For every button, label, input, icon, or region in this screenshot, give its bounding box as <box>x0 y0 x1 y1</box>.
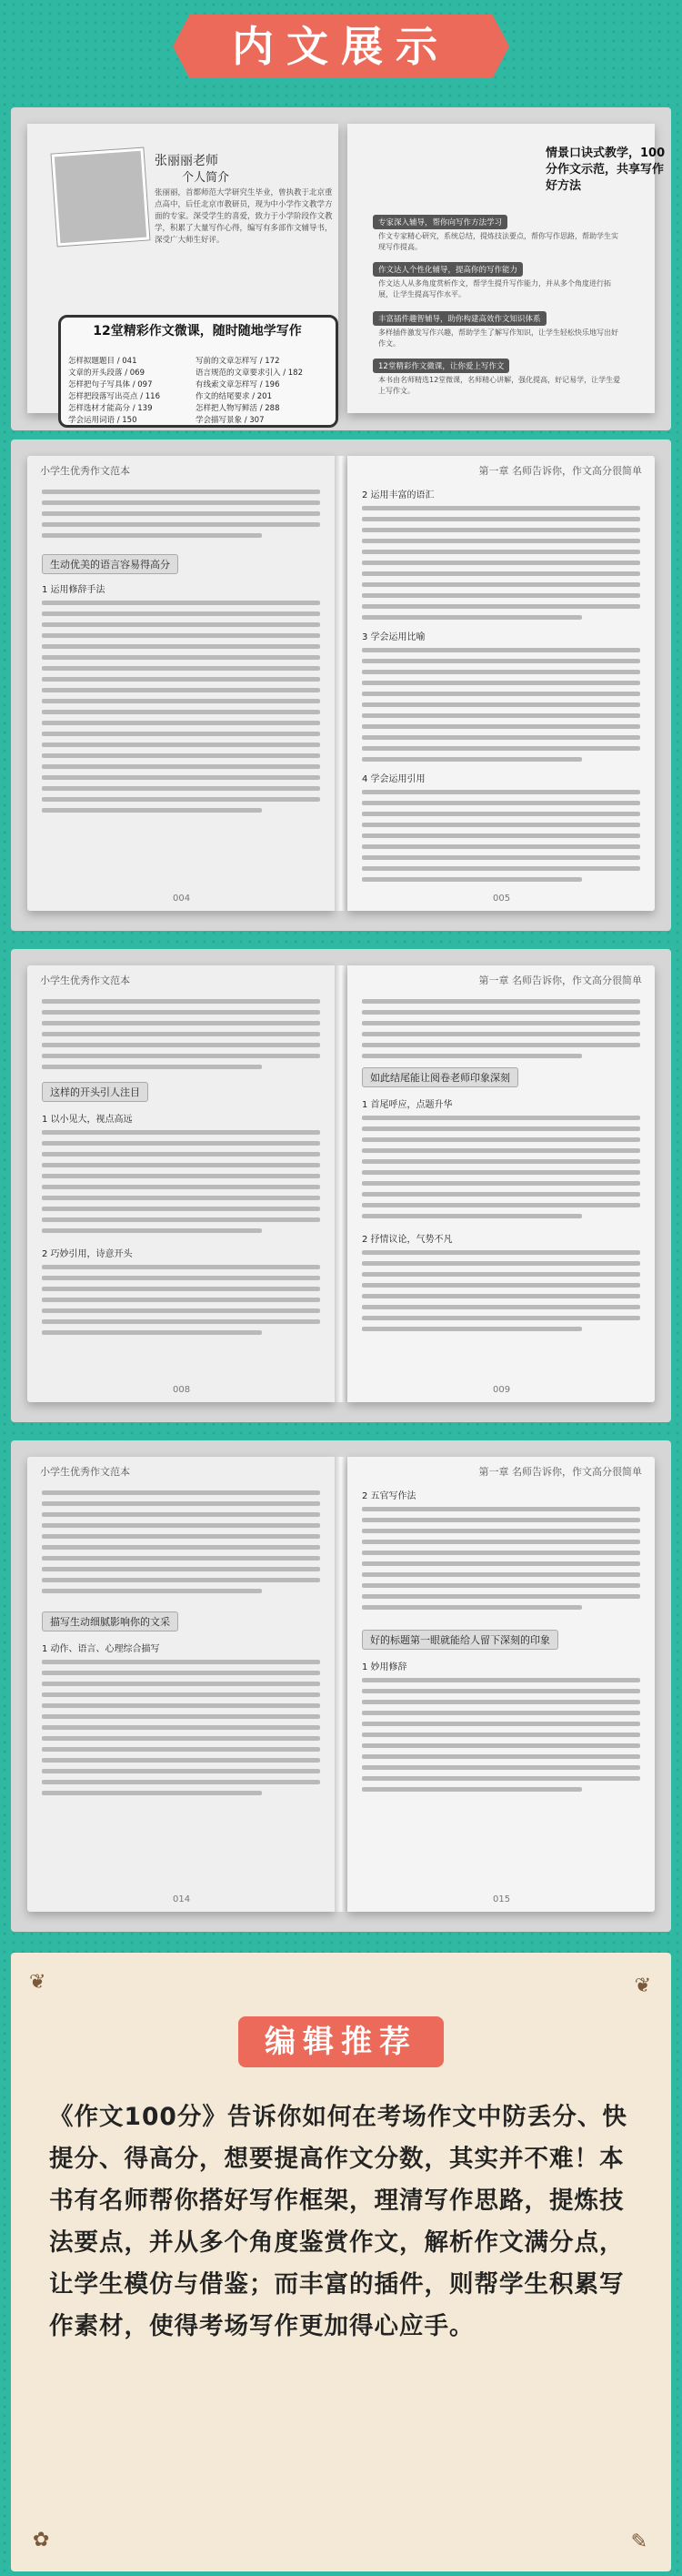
tv-lesson: 怎样选材才能高分 / 139 <box>68 404 153 413</box>
text-block <box>347 1109 655 1225</box>
page-number: 015 <box>493 1894 511 1904</box>
section-heading: 生动优美的语言容易得高分 <box>42 554 178 574</box>
right-page <box>347 456 655 911</box>
page-number: 005 <box>493 894 511 904</box>
section-heading: 如此结尾能让阅卷老师印象深刻 <box>362 1067 518 1087</box>
leaf-decoration-icon: ✿ <box>33 2529 50 2551</box>
page-header: 第一章 名师告诉你，作文高分很简单 <box>478 1466 642 1478</box>
book-spread-3 <box>11 1440 671 1932</box>
teacher-photo <box>52 148 150 247</box>
page-number: 014 <box>173 1894 191 1904</box>
text-block <box>347 1244 655 1338</box>
subsection-heading: 1 动作、语言、心理综合描写 <box>42 1644 160 1654</box>
teacher-name: 张丽丽老师 <box>155 154 218 168</box>
feature-chip: 专家深入辅导，帮你向写作方法学习 <box>373 215 507 229</box>
leaf-decoration-icon: ❦ <box>29 1971 46 1994</box>
intro-right-title: 情景口诀式教学，100分作文示范，共享写作好方法 <box>546 146 666 193</box>
intro-right-page <box>347 124 666 413</box>
left-page <box>27 965 335 1402</box>
page-number: 008 <box>173 1385 191 1395</box>
page-number: 004 <box>173 894 191 904</box>
tv-frame <box>58 315 338 428</box>
subsection-heading: 1 首尾呼应，点题升华 <box>362 1100 453 1110</box>
right-page <box>347 1457 655 1912</box>
right-page <box>347 965 655 1402</box>
tv-lesson: 学会运用词语 / 150 <box>68 416 137 425</box>
subsection-heading: 2 运用丰富的语汇 <box>362 490 435 500</box>
editor-title: 编辑推荐 <box>238 2016 444 2067</box>
leaf-decoration-icon: ❦ <box>634 1975 651 1997</box>
book-spine <box>335 965 347 1402</box>
section-heading: 这样的开头引人注目 <box>42 1082 148 1102</box>
subsection-heading: 1 运用修辞手法 <box>42 585 105 595</box>
subsection-heading: 1 妙用修辞 <box>362 1662 407 1672</box>
subsection-heading: 3 学会运用比喻 <box>362 632 426 642</box>
editor-body-text: 《作文100分》告诉你如何在考场作文中防丢分、快提分、得高分，想要提高作文分数，其实并不难！本书有名师帮你搭好写作框架，理清写作思路，提炼技法要点，并从多个角度鉴赏作文，解析作文满分点，让学生模仿与借鉴；而丰富的插件，则帮学生积累写作素材，使得考场写作更加得心应手。 <box>49 2103 627 2340</box>
tv-lesson: 怎样把人物写鲜活 / 288 <box>196 404 280 413</box>
book-spread-1 <box>11 439 671 931</box>
text-block <box>347 993 655 1065</box>
text-block <box>27 483 335 544</box>
page-header: 第一章 名师告诉你，作文高分很简单 <box>478 465 642 477</box>
text-block <box>347 500 655 626</box>
banner-title: 内文展示 <box>232 22 450 71</box>
tv-lesson: 学会描写景象 / 307 <box>196 416 265 425</box>
left-page <box>27 456 335 911</box>
tv-lesson: 文章的开头段落 / 069 <box>68 369 145 378</box>
teacher-bio: 张丽丽，首都师范大学研究生毕业，曾执教于北京重点高中，后任北京市教研员，现为中小学作文教学方面的专家。深受学生的喜爱，致力于小学阶段作文教学，积累了大量写作心得，编写有多部作文辅导书，深受广大师生好评。 <box>155 188 333 245</box>
book-spine <box>335 456 347 911</box>
feature-text: 作文达人从多角度赏析作文，帮学生提升写作能力，并从多个角度进行拓展，让学生提高写作水平。 <box>378 279 611 298</box>
teacher-subtitle: 个人简介 <box>182 171 230 185</box>
subsection-heading: 2 抒情议论，气势不凡 <box>362 1235 453 1245</box>
feature-chip: 丰富插件趣智辅导，助你构建高效作文知识体系 <box>373 311 547 326</box>
text-block <box>27 1484 335 1600</box>
book-spread-2 <box>11 949 671 1422</box>
tv-lesson: 有线索文章怎样写 / 196 <box>196 380 280 389</box>
subsection-heading: 4 学会运用引用 <box>362 774 426 784</box>
pencil-icon: ✎ <box>630 2531 647 2553</box>
page-header: 小学生优秀作文范本 <box>40 465 130 477</box>
section-heading: 好的标题第一眼就能给人留下深刻的印象 <box>362 1630 558 1650</box>
text-block <box>27 1124 335 1239</box>
tv-lesson: 写前的文章怎样写 / 172 <box>196 357 280 366</box>
page-header: 第一章 名师告诉你，作文高分很简单 <box>478 975 642 986</box>
tv-lesson: 怎样把句子写具体 / 097 <box>68 380 153 389</box>
page-header: 小学生优秀作文范本 <box>40 975 130 986</box>
tv-lesson: 怎样拟题题目 / 041 <box>68 357 137 366</box>
feature-text: 作文专家精心研究，系统总结，提炼技法要点，帮你写作思路，帮助学生实现写作提高。 <box>378 232 618 251</box>
section-heading: 描写生动细腻影响你的文采 <box>42 1611 178 1631</box>
feature-text: 多样插件激发写作兴趣，帮助学生了解写作知识，让学生轻松快乐地写出好作文。 <box>378 328 618 348</box>
page-header: 小学生优秀作文范本 <box>40 1466 130 1478</box>
subsection-heading: 1 以小见大，视点高远 <box>42 1115 133 1125</box>
tv-lesson: 作文的结尾要求 / 201 <box>196 392 272 401</box>
book-spine <box>335 1457 347 1912</box>
feature-chip: 作文达人个性化辅导，提高你的写作能力 <box>373 262 523 277</box>
page-number: 009 <box>493 1385 511 1395</box>
text-block <box>27 594 335 819</box>
text-block <box>27 1653 335 1802</box>
text-block <box>347 783 655 888</box>
text-block <box>347 1672 655 1798</box>
intro-spread <box>11 107 671 430</box>
tv-title: 12堂精彩作文微课，随时随地学写作 <box>93 324 302 338</box>
header-banner <box>173 7 509 86</box>
feature-text: 本书由名师精选12堂微课，名师精心讲解，强化提高，好记易学，让学生爱上写作文。 <box>378 376 621 395</box>
tv-lesson: 怎样把段落写出亮点 / 116 <box>68 392 160 401</box>
editor-recommendation-panel <box>11 1953 671 2571</box>
text-block <box>347 1500 655 1616</box>
left-page <box>27 1457 335 1912</box>
feature-chip: 12堂精彩作文微课，让你爱上写作文 <box>373 359 509 373</box>
tv-lesson-list <box>68 356 328 427</box>
text-block <box>27 993 335 1076</box>
intro-left-page <box>27 124 338 425</box>
subsection-heading: 2 五官写作法 <box>362 1491 416 1501</box>
text-block <box>27 1258 335 1341</box>
tv-lesson: 语言规范的文章要求引入 / 182 <box>196 369 303 378</box>
text-block <box>347 641 655 768</box>
subsection-heading: 2 巧妙引用，诗意开头 <box>42 1249 133 1259</box>
